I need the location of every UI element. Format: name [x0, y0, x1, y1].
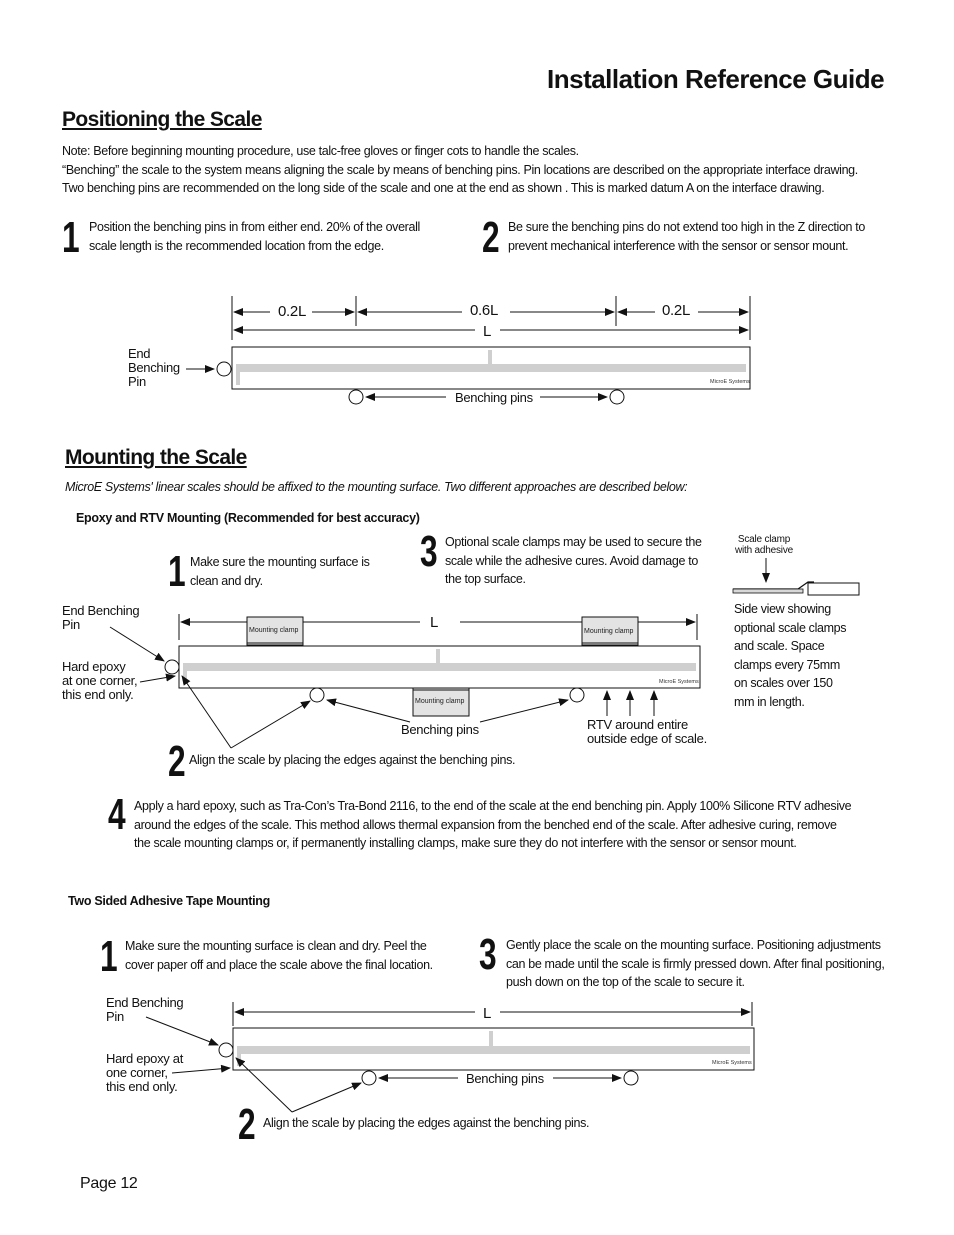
text-line: the top surface.: [445, 572, 526, 586]
note-line: “Benching” the scale to the system means aligning the scale by means of benching pins. Pin locations are described on the appropriate interface drawing.: [62, 162, 858, 177]
text-line: at one corner,: [62, 673, 138, 688]
epoxy-subheading: Epoxy and RTV Mounting (Recommended for best accuracy): [76, 511, 420, 525]
text-line: mm in length.: [734, 694, 805, 709]
text-line: Apply a hard epoxy, such as Tra-Con’s Tra-Bond 2116, to the end of the scale at the end benching pin. Apply 100% Silicone RTV adhesive: [134, 799, 852, 813]
benching-pins-label: Benching pins: [466, 1071, 544, 1086]
text-line: Pin: [128, 374, 146, 389]
mounting-clamp-label: Mounting clamp: [415, 698, 465, 705]
step-number: 4: [108, 790, 125, 839]
note-line: Note: Before beginning mounting procedure, use talc-free gloves or finger cots to handle the scales.: [62, 144, 579, 158]
step-number: 3: [420, 527, 437, 576]
epoxy-step2-text: Align the scale by placing the edges against the benching pins.: [189, 753, 516, 767]
text-line: Side view showing: [734, 602, 831, 616]
text-line: this end only.: [106, 1079, 178, 1094]
page-title: Installation Reference Guide: [547, 64, 885, 94]
step-number: 3: [479, 930, 496, 979]
step-number: 1: [100, 932, 117, 981]
text-line: clean and dry.: [190, 573, 263, 588]
text-line: on scales over 150: [734, 676, 833, 690]
brand-mark: MicroE Systems: [710, 379, 750, 385]
dim-label: 0.6L: [470, 302, 498, 319]
text-line: prevent mechanical interference with the sensor or sensor mount.: [508, 238, 849, 253]
mounting-clamp-label: Mounting clamp: [584, 628, 634, 635]
text-line: Hard epoxy at: [106, 1051, 184, 1066]
text-line: this end only.: [62, 687, 134, 702]
text-line: End: [128, 346, 151, 361]
text-line: optional scale clamps: [734, 620, 847, 635]
text-line: End Benching: [106, 995, 184, 1010]
hard-epoxy-label: [106, 1052, 183, 1094]
dim-label: 0.2L: [662, 302, 690, 319]
positioning-heading: Positioning the Scale: [62, 108, 262, 131]
step-number: 2: [482, 213, 499, 262]
end-pin-label: [106, 996, 183, 1024]
text-line: Gently place the scale on the mounting surface. Positioning adjustments: [506, 938, 881, 952]
dim-label: L: [483, 323, 492, 340]
mounting-clamp-label: Mounting clamp: [249, 627, 299, 634]
text-line: around the edges of the scale. This method allows thermal expansion from the benched end of the scale. After adhesive curing, remove: [134, 817, 837, 832]
text-line: cover paper off and place the scale above the final location.: [125, 957, 433, 972]
text-line: one corner,: [106, 1065, 168, 1080]
dim-label: L: [483, 1005, 492, 1022]
text-line: scale while the adhesive cures. Avoid damage to: [445, 553, 698, 568]
dim-label: L: [430, 614, 439, 631]
text-line: and scale. Space: [734, 639, 825, 653]
note-line: Two benching pins are recommended on the long side of the scale and one at the end as shown . This is marked datum A on the interface drawing.: [62, 181, 825, 195]
text-line: Position the benching pins in from either end. 20% of the overall: [89, 220, 420, 234]
step-number: 1: [168, 547, 185, 596]
step-number: 1: [62, 213, 79, 262]
step-number: 2: [168, 737, 185, 786]
text-line: Optional scale clamps may be used to secure the: [445, 535, 702, 549]
text-line: Benching: [128, 360, 180, 375]
text-line: push down on the top of the scale to secure it.: [506, 975, 745, 989]
benching-pins-label: Benching pins: [455, 390, 533, 405]
text-line: Make sure the mounting surface is: [190, 555, 370, 569]
text-line: clamps every 75mm: [734, 657, 840, 672]
brand-mark: MicroE Systems: [659, 679, 699, 685]
text-line: outside edge of scale.: [587, 731, 707, 746]
text-line: Be sure the benching pins do not extend too high in the Z direction to: [508, 220, 866, 234]
text-line: with adhesive: [735, 545, 793, 556]
text-line: RTV around entire: [587, 717, 688, 732]
brand-mark: MicroE Systems: [712, 1060, 752, 1066]
mounting-intro: MicroE Systems' linear scales should be affixed to the mounting surface. Two different approaches are described below:: [65, 480, 688, 494]
text-line: Scale clamp: [737, 534, 791, 545]
text-line: Hard epoxy: [62, 659, 126, 674]
page-number: Page 12: [80, 1175, 138, 1192]
dim-label: 0.2L: [278, 303, 306, 320]
mounting-heading: Mounting the Scale: [65, 446, 247, 469]
tape-subheading: Two Sided Adhesive Tape Mounting: [68, 894, 270, 908]
text-line: Make sure the mounting surface is clean and dry. Peel the: [125, 939, 427, 953]
text-line: End Benching: [62, 603, 140, 618]
text-line: the scale mounting clamps or, if permanently installing clamps, make sure they do not interfere with the sensor or sensor mount.: [134, 836, 797, 850]
step-number: 2: [238, 1100, 255, 1149]
text-line: Pin: [62, 617, 80, 632]
text-line: scale length is the recommended location from the edge.: [89, 238, 384, 253]
benching-pins-label: Benching pins: [401, 722, 479, 737]
text-line: can be made until the scale is firmly pressed down. After final positioning,: [506, 956, 885, 971]
text-line: Pin: [106, 1009, 124, 1024]
tape-step2-text: Align the scale by placing the edges against the benching pins.: [263, 1116, 590, 1130]
